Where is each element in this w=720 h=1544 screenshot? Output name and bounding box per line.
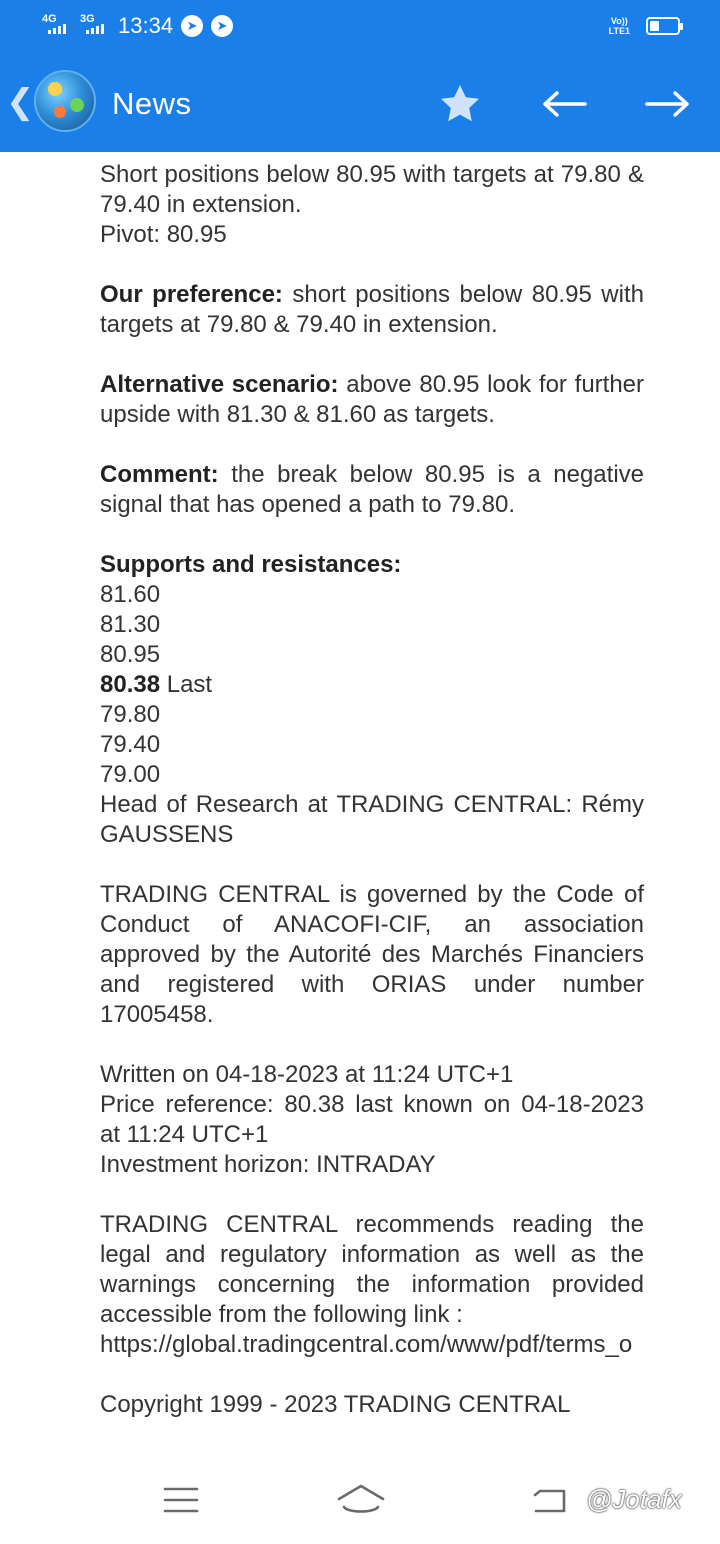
scenario-line: Short positions below 80.95 with targets at 79.80 & 79.40 in extension.: [100, 161, 644, 218]
level-item: 79.40: [100, 731, 161, 758]
preference-text: short positions below 80.95 with targets at 79.80 & 79.40 in extension.: [100, 281, 644, 338]
price-reference: Price reference: 80.38 last known on 04-18-2023 at 11:24 UTC+1: [100, 1091, 644, 1148]
level-item: 81.60: [100, 581, 161, 608]
comment-paragraph: [100, 460, 644, 520]
page-title: News: [112, 86, 192, 121]
battery-icon: [646, 17, 680, 35]
top-bar: [0, 0, 720, 152]
menu-button[interactable]: [160, 1480, 202, 1520]
alternative-label: Alternative scenario:: [100, 371, 339, 398]
governance-paragraph: TRADING CENTRAL is governed by the Code of Conduct of ANACOFI-CIF, an association approved by the Autorité des Marchés Financiers and registered with ORIAS under number 17005458.: [100, 881, 644, 1028]
signal-4g-icon: [40, 12, 70, 40]
head-of-research: Head of Research at TRADING CENTRAL: Rémy GAUSSENS: [100, 791, 644, 848]
preference-paragraph: [100, 280, 644, 340]
arrow-right-icon: [645, 89, 691, 119]
telegram-icon: ➤: [211, 15, 233, 37]
comment-label: Comment:: [100, 461, 219, 488]
home-icon: [336, 1483, 386, 1517]
network-type-1: 4G: [42, 13, 57, 25]
volte-icon: [609, 16, 630, 36]
written-on: Written on 04-18-2023 at 11:24 UTC+1: [100, 1061, 514, 1088]
status-right: [609, 16, 680, 36]
metatrader-logo-icon[interactable]: [34, 70, 96, 132]
watermark: @Jotafx: [586, 1484, 682, 1514]
favorite-button[interactable]: [432, 76, 488, 132]
alternative-paragraph: [100, 370, 644, 430]
investment-horizon: Investment horizon: INTRADAY: [100, 1151, 436, 1178]
next-button[interactable]: [640, 76, 696, 132]
status-bar: [0, 0, 720, 56]
star-icon: [435, 80, 485, 128]
comment-text: the break below 80.95 is a negative signal that has opened a path to 79.80.: [100, 461, 644, 518]
compass-icon: ➤: [181, 15, 203, 37]
previous-button[interactable]: [536, 76, 592, 132]
signal-3g-icon: [78, 12, 108, 40]
volte-line-1: Vo)): [610, 16, 628, 26]
legal-link[interactable]: https://global.tradingcentral.com/www/pdf/terms_o: [100, 1331, 633, 1358]
last-label: Last: [160, 671, 213, 698]
arrow-left-icon: [541, 89, 587, 119]
alternative-text: above 80.95 look for further upside with 81.30 & 81.60 as targets.: [100, 371, 645, 428]
last-price: 80.38: [100, 671, 161, 698]
level-item: 79.00: [100, 761, 161, 788]
level-item: 80.95: [100, 641, 161, 668]
battery-level: [650, 21, 659, 31]
supports-heading: Supports and resistances:: [100, 551, 402, 578]
level-item: 81.30: [100, 611, 161, 638]
news-article: [100, 160, 644, 1420]
back-icon: [530, 1485, 568, 1515]
chevron-left-icon[interactable]: ❮: [6, 83, 35, 121]
level-item-last: [100, 670, 644, 700]
home-button[interactable]: [334, 1480, 388, 1520]
volte-line-2: LTE1: [608, 26, 630, 36]
copyright: Copyright 1999 - 2023 TRADING CENTRAL: [100, 1391, 571, 1418]
back-button[interactable]: [528, 1480, 570, 1520]
app-bar: [0, 56, 720, 152]
level-item: 79.80: [100, 701, 161, 728]
menu-icon: [163, 1486, 199, 1514]
network-type-2: 3G: [80, 13, 95, 25]
preference-label: Our preference:: [100, 281, 283, 308]
status-time: 13:34: [118, 13, 174, 38]
legal-paragraph: TRADING CENTRAL recommends reading the legal and regulatory information as well as the warnings concerning the information provided accessible from the following link :: [100, 1211, 644, 1328]
status-left: [40, 12, 233, 40]
pivot-line: Pivot: 80.95: [100, 221, 227, 248]
